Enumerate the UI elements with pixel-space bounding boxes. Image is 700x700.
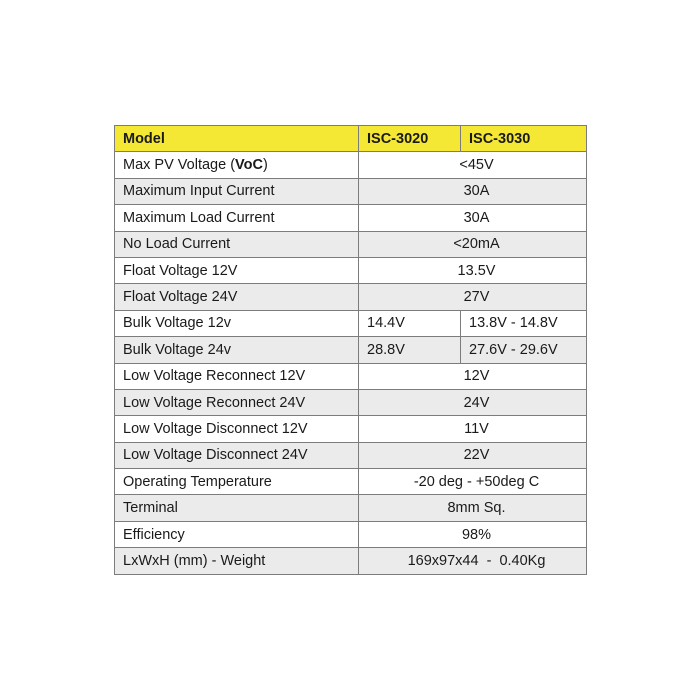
row-label: Maximum Input Current — [115, 178, 359, 204]
table-row — [115, 495, 587, 521]
row-label: Maximum Load Current — [115, 205, 359, 231]
table-row — [115, 548, 587, 574]
table-row — [115, 231, 587, 257]
spec-table — [114, 125, 587, 575]
row-value: 8mm Sq. — [359, 495, 587, 521]
row-label: Terminal — [115, 495, 359, 521]
row-value: <45V — [359, 152, 587, 178]
header-model-b: ISC-3030 — [461, 126, 587, 152]
row-label: Low Voltage Disconnect 24V — [115, 442, 359, 468]
row-label-bold: VoC — [235, 157, 263, 174]
table-row — [115, 178, 587, 204]
row-label: Low Voltage Disconnect 12V — [115, 416, 359, 442]
table-row — [115, 469, 587, 495]
row-value-b: 13.8V - 14.8V — [461, 310, 587, 336]
row-value-a: 28.8V — [359, 337, 461, 363]
table-row — [115, 152, 587, 178]
header-model-label: Model — [115, 126, 359, 152]
row-label-text: Max PV Voltage ( — [123, 157, 236, 174]
row-value: 30A — [359, 178, 587, 204]
row-label: Operating Temperature — [115, 469, 359, 495]
table-row — [115, 521, 587, 547]
row-value-a: 14.4V — [359, 310, 461, 336]
table-row — [115, 205, 587, 231]
table-row — [115, 389, 587, 415]
row-label: Efficiency — [115, 521, 359, 547]
row-value: 13.5V — [359, 257, 587, 283]
row-label: Float Voltage 12V — [115, 257, 359, 283]
row-value: 24V — [359, 389, 587, 415]
row-value: 27V — [359, 284, 587, 310]
row-value: 30A — [359, 205, 587, 231]
row-label — [115, 152, 359, 178]
row-label-text: ) — [262, 157, 268, 174]
row-value: <20mA — [359, 231, 587, 257]
table-row — [115, 310, 587, 336]
row-label: Low Voltage Reconnect 24V — [115, 389, 359, 415]
table-row — [115, 284, 587, 310]
table-row — [115, 257, 587, 283]
row-label: Low Voltage Reconnect 12V — [115, 363, 359, 389]
row-value: 22V — [359, 442, 587, 468]
row-value: 12V — [359, 363, 587, 389]
row-value: 98% — [359, 521, 587, 547]
header-model-a: ISC-3020 — [359, 126, 461, 152]
table-header-row — [115, 126, 587, 152]
row-value-b: 27.6V - 29.6V — [461, 337, 587, 363]
table-row — [115, 363, 587, 389]
table-row — [115, 416, 587, 442]
table-row — [115, 442, 587, 468]
row-label: Bulk Voltage 24v — [115, 337, 359, 363]
row-label: No Load Current — [115, 231, 359, 257]
row-value: 11V — [359, 416, 587, 442]
row-label: Bulk Voltage 12v — [115, 310, 359, 336]
table-row — [115, 337, 587, 363]
row-value: -20 deg - +50deg C — [359, 469, 587, 495]
row-label: Float Voltage 24V — [115, 284, 359, 310]
row-value: 169x97x44 - 0.40Kg — [359, 548, 587, 574]
row-label: LxWxH (mm) - Weight — [115, 548, 359, 574]
